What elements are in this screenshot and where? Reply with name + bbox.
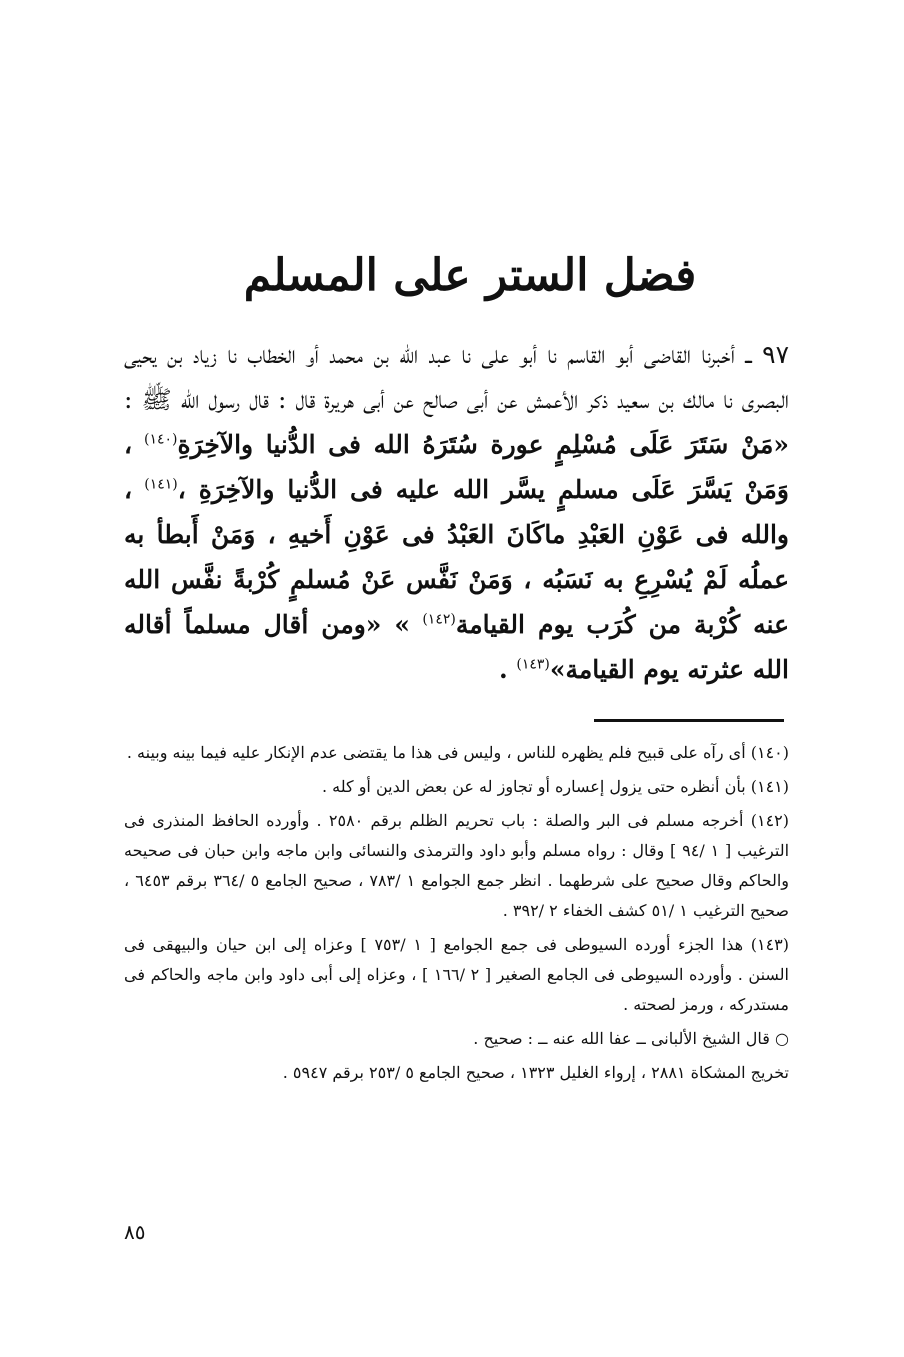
footnote-140: (١٤٠) أى رآه على قبيح فلم يظهره للناس ، وليس فى هذا ما يقتضى عدم الإنكار عليه فيما بينه وبينه . [126,743,789,762]
footnote-143: (١٤٣) هذا الجزء أورده السيوطى فى جمع الجوامع [ ١ /٧٥٣ ] وعزاه إلى ابن حيان والبيهقى فى السنن . وأورده السيوطى فى الجامع الصغير [ ٢ /١٦٦ ] ، وعزاه إلى أبى داود وابن ماجه والحاكم فى مستدركه ، ورمز لصحته . [124,935,790,1014]
footnote-141: (١٤١) بأن أنظره حتى يزول إعساره أو تجاوز له عن بعض الدين أو كله . [321,777,789,796]
hadith-matn-3: ، والله فى عَوْنِ العَبْدِ ماكَانَ العَبْدُ فى عَوْنِ أَخيهِ ، وَمَنْ أَبطأ به عملُه لَمْ يُسْرِعِ به نَسَبُه ، وَمَنْ نَفَّس عَنْ مُسلمٍ كُرْبةً نفَّس الله عنه كُرْبة من كُرَب يوم القيامة [124,475,789,639]
hadith-97-paragraph [124,332,789,692]
hadith-isnad: ٩٧ ــ أخبرنا القاضى أبو القاسم نا أبو على نا عبد الله بن محمد أو الخطاب نا زياد بن يحيى البصرى نا مالك بن سعيد ذكر الأعمش عن أبى صالح عن أبى هريرة قال : قال رسول الله ﷺ : [124,340,789,414]
hadith-end-mark: . [498,655,517,684]
hadith-matn-1: «مَنْ سَتَرَ عَلَى مُسْلِمٍ عورة سُتَرَهُ الله فى الدُّنيا والآخِرَةِ [177,430,789,459]
footnote-142: (١٤٢) أخرجه مسلم فى البر والصلة : باب تحريم الظلم برقم ٢٥٨٠ . وأورده الحافظ المنذرى فى الترغيب [ ١ /٩٤ ] وقال : رواه مسلم وأبو داود والترمذى والنسائى وابن ماجه وابن حبان فى صحيحه والحاكم وقال صحيح على شرطهما . انظر جمع الجوامع ١ /٧٨٣ ، صحيح الجامع ٥ /٣٦٤ برقم ٦٤٥٣ ، صحيح الترغيب ١ /٥١ كشف الخفاء ٢ /٣٩٢ . [124,811,790,920]
footnote-ref-140[interactable]: (١٤٠) [143,431,178,448]
footnote-ref-141[interactable]: (١٤١) [144,476,178,493]
footnotes-section [124,738,789,1092]
footnote-ref-142[interactable]: (١٤٢) [422,611,456,628]
footnote-ref-143[interactable]: (١٤٣) [516,656,550,673]
footnote-divider [594,719,784,722]
takhrij-line: تخريج المشكاة ٢٨٨١ ، إرواء الغليل ١٣٢٣ ، صحيح الجامع ٥ /٢٥٣ برقم ٥٩٤٧ . [282,1063,789,1082]
albani-grading: ○ قال الشيخ الألبانى ــ عفا الله عنه ــ : صحيح . [473,1029,789,1048]
hadith-matn-4: » «ومن أقال مسلماً أقاله الله عثرته يوم القيامة» [124,610,789,684]
hadith-matn-2: ، وَمَنْ يَسَّرَ عَلَى مسلمٍ يسَّر الله عليه فى الدُّنيا والآخِرَةِ ، [124,430,789,504]
page-number: ٨٥ [124,1220,146,1244]
chapter-title: فضل الستر على المسلم [243,250,697,301]
